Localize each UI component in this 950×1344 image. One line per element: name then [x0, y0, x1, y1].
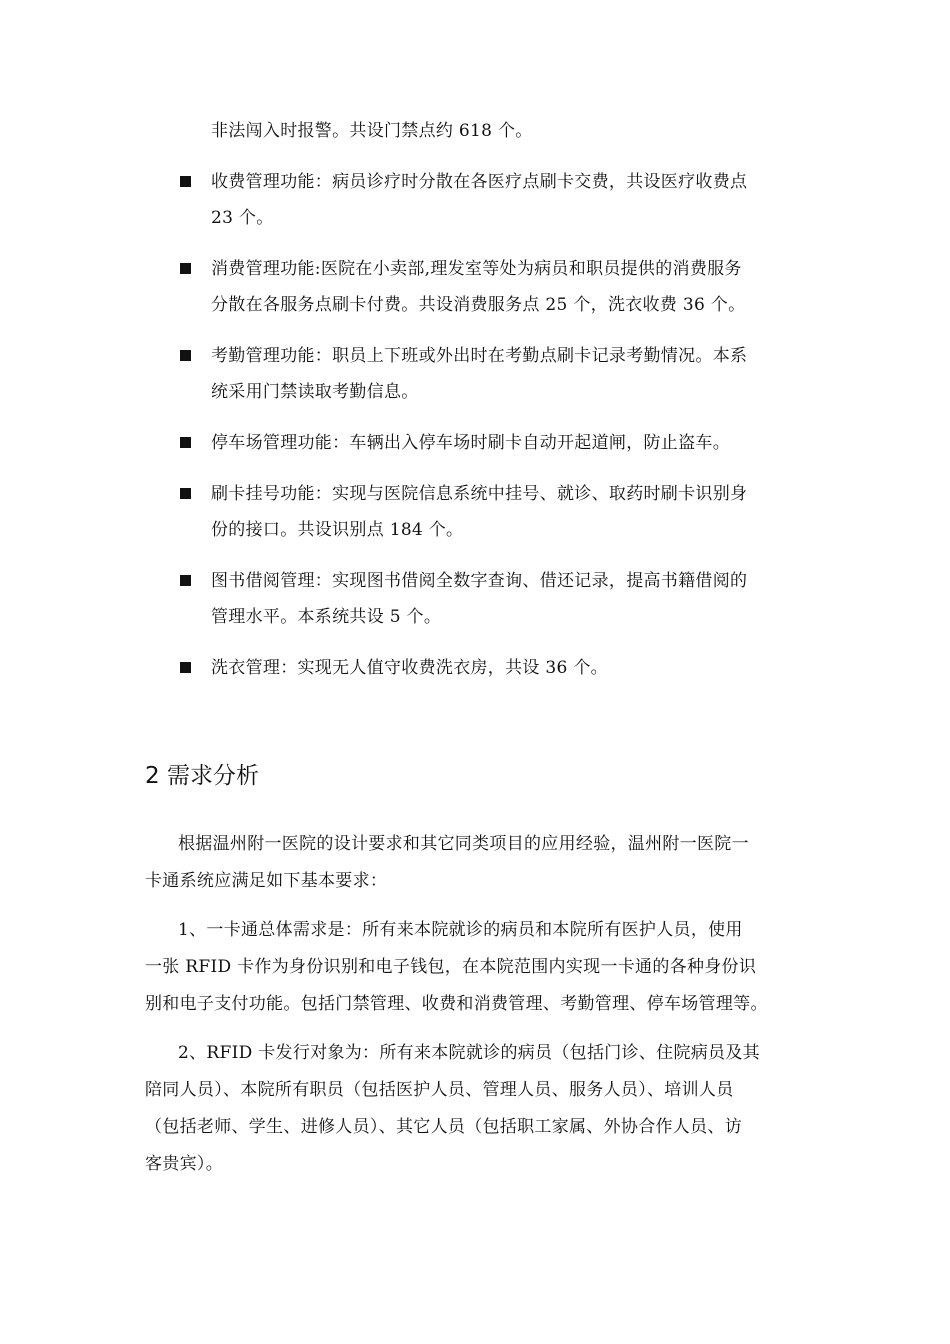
paragraph-line: 2、RFID 卡发行对象为：所有来本院就诊的病员（包括门诊、住院病员及其 [178, 1043, 760, 1063]
paragraph-line: 一张 RFID 卡作为身份识别和电子钱包，在本院范围内实现一卡通的各种身份识 [145, 957, 757, 977]
bullet-line: 收费管理功能：病员诊疗时分散在各医疗点刷卡交费，共设医疗收费点 [211, 172, 748, 192]
bullet-line: 分散在各服务点刷卡付费。共设消费服务点 25 个，洗衣收费 36 个。 [211, 295, 746, 315]
bullet-marker [180, 575, 191, 586]
bullet-line: 消费管理功能:医院在小卖部,理发室等处为病员和职员提供的消费服务 [211, 259, 742, 279]
continuation-line: 非法闯入时报警。共设门禁点约 618 个。 [211, 121, 533, 141]
bullet-line: 份的接口。共设识别点 184 个。 [211, 520, 464, 540]
paragraph-line: 客贵宾）。 [145, 1154, 223, 1174]
bullet-line: 刷卡挂号功能：实现与医院信息系统中挂号、就诊、取药时刷卡识别身 [211, 484, 748, 504]
paragraph-line: 1、一卡通总体需求是：所有来本院就诊的病员和本院所有医护人员，使用 [178, 920, 743, 940]
bullet-line: 23 个。 [211, 208, 274, 228]
paragraph-line: 陪同人员）、本院所有职员（包括医护人员、管理人员、服务人员）、培训人员 [145, 1080, 734, 1100]
bullet-marker [180, 263, 191, 274]
section-heading: 2 需求分析 [145, 763, 259, 789]
bullet-line: 统采用门禁读取考勤信息。 [211, 382, 419, 402]
paragraph-line: 卡通系统应满足如下基本要求： [145, 871, 388, 891]
paragraph-line: 根据温州附一医院的设计要求和其它同类项目的应用经验，温州附一医院一 [178, 834, 749, 854]
paragraph-line: 别和电子支付功能。包括门禁管理、收费和消费管理、考勤管理、停车场管理等。 [145, 994, 768, 1014]
bullet-line: 考勤管理功能：职员上下班或外出时在考勤点刷卡记录考勤情况。本系 [211, 346, 748, 366]
bullet-line: 管理水平。本系统共设 5 个。 [211, 607, 442, 627]
bullet-marker [180, 350, 191, 361]
bullet-marker [180, 176, 191, 187]
bullet-line: 洗衣管理：实现无人值守收费洗衣房，共设 36 个。 [211, 658, 608, 678]
paragraph-line: （包括老师、学生、进修人员）、其它人员（包括职工家属、外协合作人员、访 [145, 1117, 742, 1137]
bullet-line: 停车场管理功能：车辆出入停车场时刷卡自动开起道闸，防止盗车。 [211, 433, 730, 453]
bullet-line: 图书借阅管理：实现图书借阅全数字查询、借还记录，提高书籍借阅的 [211, 571, 748, 591]
bullet-marker [180, 488, 191, 499]
bullet-marker [180, 437, 191, 448]
bullet-marker [180, 662, 191, 673]
